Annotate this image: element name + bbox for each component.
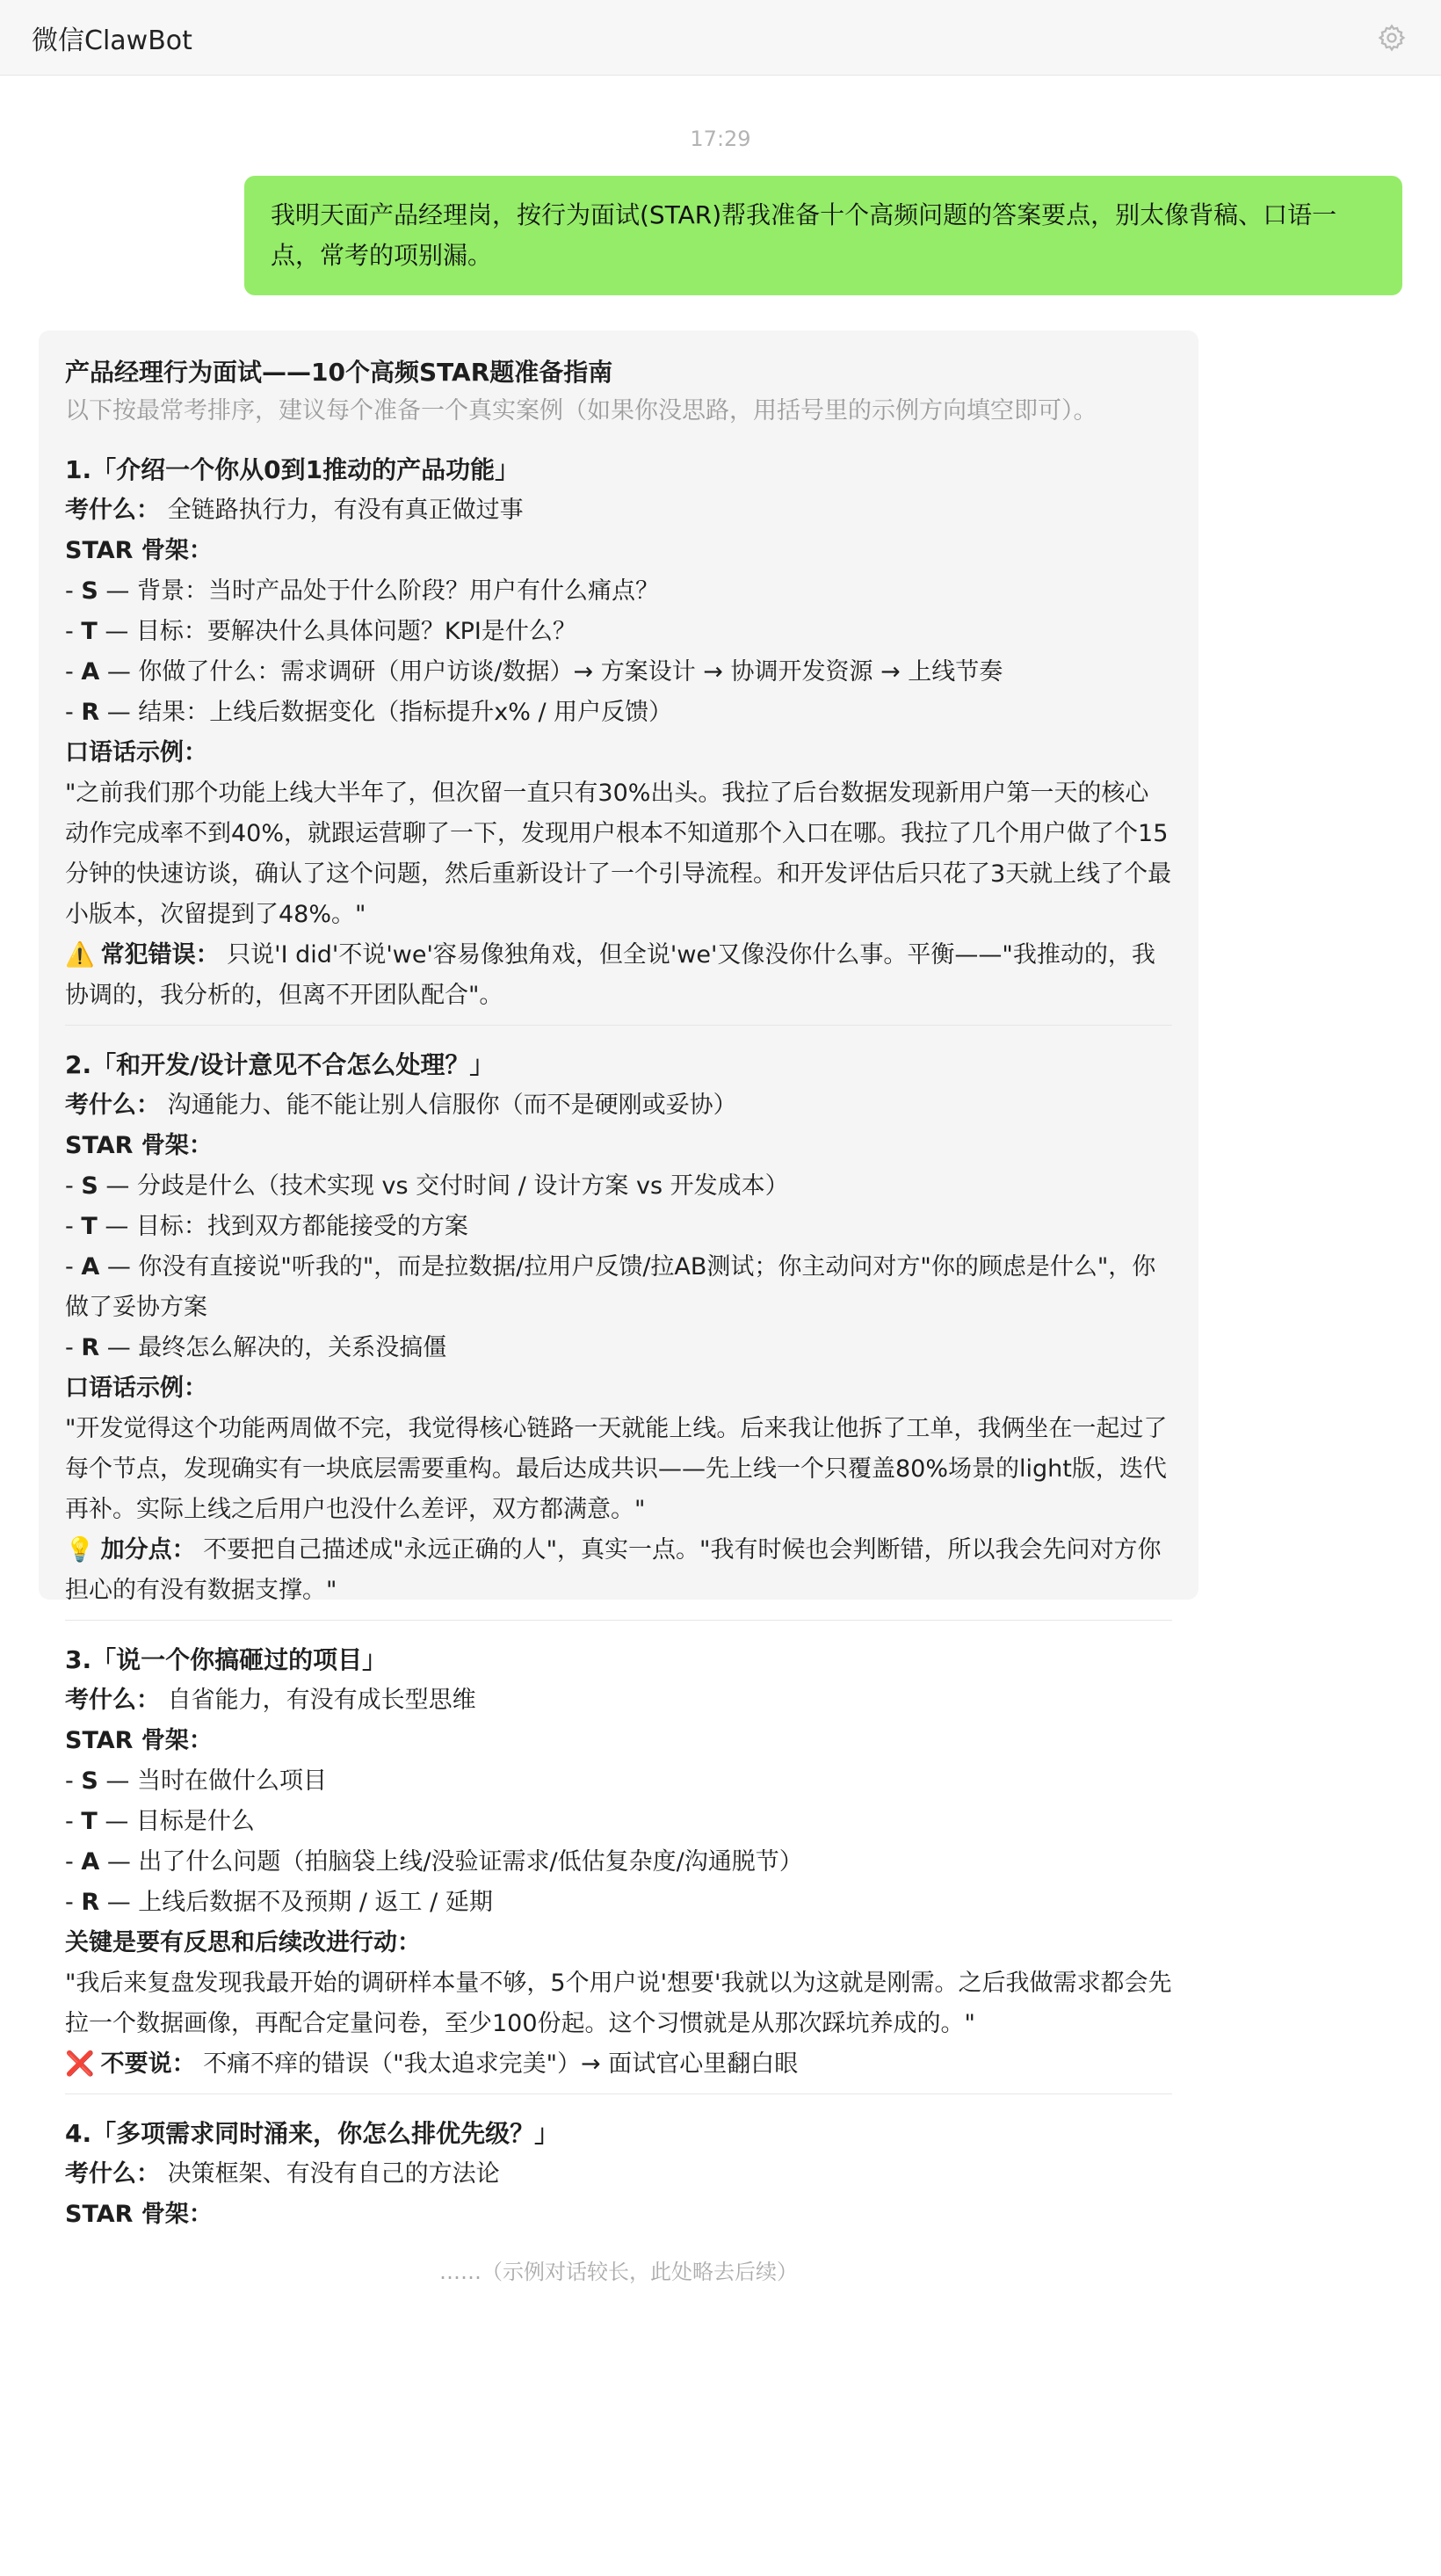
example-label: 口语话示例：	[65, 1375, 207, 1402]
question-section	[65, 1026, 1172, 1621]
bot-message-title: 产品经理行为面试——10个高频STAR题准备指南	[65, 358, 613, 387]
ask-label: 考什么：	[65, 2160, 160, 2188]
question-section	[65, 431, 1172, 1026]
example-text: "开发觉得这个功能两周做不完，我觉得核心链路一天就能上线。后来我让他拆了工单，我俩坐在一起过了每个节点，发现确实有一块底层需要重构。最后达成共识——先上线一个只覆盖80%场景的light版，迭代再补。实际上线之后用户也没什么差评，双方都满意。"	[65, 1415, 1168, 1523]
bot-message-bubble[interactable]	[39, 330, 1198, 2284]
star-bullet: - T — 目标：找到双方都能接受的方案	[65, 1213, 468, 1240]
star-bullet: - A — 你做了什么：需求调研（用户访谈/数据）→ 方案设计 → 协调开发资源 → 上线节奏	[65, 658, 1003, 686]
ask-label: 考什么：	[65, 1092, 160, 1119]
star-bullet: - T — 目标：要解决什么具体问题？KPI是什么？	[65, 618, 576, 645]
title-bar	[0, 0, 1441, 76]
ask-text: 全链路执行力，有没有真正做过事	[167, 497, 524, 524]
bot-message-subtitle: 以下按最常考排序，建议每个准备一个真实案例（如果你没思路，用括号里的示例方向填空即可）。	[65, 397, 1097, 424]
gear-icon	[1377, 23, 1407, 53]
star-bullet: - R — 上线后数据不及预期 / 返工 / 延期	[65, 1889, 493, 1916]
question-section	[65, 2094, 1172, 2244]
star-bullet: - A — 出了什么问题（拍脑袋上线/没验证需求/低估复杂度/沟通脱节）	[65, 1848, 803, 1876]
star-label: STAR 骨架：	[65, 1132, 213, 1159]
question-heading: 4.「多项需求同时涌来，你怎么排优先级？」	[65, 2119, 560, 2148]
star-label: STAR 骨架：	[65, 2201, 213, 2228]
app-title: 微信ClawBot	[32, 25, 192, 56]
ask-label: 考什么：	[65, 497, 160, 524]
example-label: 关键是要有反思和后续改进行动：	[65, 1929, 421, 1956]
question-heading: 3.「说一个你搞砸过的项目」	[65, 1645, 387, 1674]
note: 💡 加分点： 不要把自己描述成"永远正确的人"，真实一点。"我有时候也会判断错，所以我会先问对方你担心的有没有数据支撑。"	[65, 1530, 1172, 1611]
truncated-note: ……（示例对话较长，此处略去后续）	[439, 2260, 798, 2284]
user-message-row	[0, 176, 1441, 295]
message-timestamp: 17:29	[690, 127, 751, 151]
example-label: 口语话示例：	[65, 739, 207, 766]
ask-text: 决策框架、有没有自己的方法论	[167, 2160, 500, 2188]
ask-label: 考什么：	[65, 1687, 160, 1714]
example-text: "之前我们那个功能上线大半年了，但次留一直只有30%出头。我拉了后台数据发现新用户第一天的核心动作完成率不到40%，就跟运营聊了一下，发现用户根本不知道那个入口在哪。我拉了几个用户做了个15分钟的快速访谈，确认了这个问题，然后重新设计了一个引导流程。和开发评估后只花了3天就上线了个最小版本，次留提到了48%。"	[65, 780, 1172, 928]
question-heading: 1.「介绍一个你从0到1推动的产品功能」	[65, 455, 520, 484]
warning-icon: ⚠️	[65, 941, 95, 969]
lightbulb-icon: 💡	[65, 1536, 95, 1564]
ask-text: 沟通能力、能不能让别人信服你（而不是硬刚或妥协）	[167, 1092, 737, 1119]
question-heading: 2.「和开发/设计意见不合怎么处理？」	[65, 1050, 495, 1079]
star-bullet: - R — 最终怎么解决的，关系没搞僵	[65, 1334, 447, 1361]
star-label: STAR 骨架：	[65, 1727, 213, 1754]
star-bullet: - S — 当时在做什么项目	[65, 1767, 327, 1795]
star-bullet: - T — 目标是什么	[65, 1808, 255, 1835]
star-bullet: - R — 结果：上线后数据变化（指标提升x% / 用户反馈）	[65, 699, 673, 726]
star-bullet: - S — 背景：当时产品处于什么阶段？用户有什么痛点？	[65, 577, 659, 605]
user-message-bubble[interactable]: 我明天面产品经理岗，按行为面试(STAR)帮我准备十个高频问题的答案要点，别太像背稿、口语一点，常考的项别漏。	[244, 176, 1402, 295]
ask-text: 自省能力，有没有成长型思维	[167, 1687, 476, 1714]
settings-button[interactable]	[1374, 20, 1409, 55]
example-text: "我后来复盘发现我最开始的调研样本量不够，5个用户说'想要'我就以为这就是刚需。之后我做需求都会先拉一个数据画像，再配合定量问卷，至少100份起。这个习惯就是从那次踩坑养成的。"	[65, 1970, 1172, 2037]
star-label: STAR 骨架：	[65, 537, 213, 564]
note: ❌ 不要说： 不痛不痒的错误（"我太追求完美"）→ 面试官心里翻白眼	[65, 2044, 1172, 2085]
cross-icon: ❌	[65, 2050, 95, 2078]
star-bullet: - A — 你没有直接说"听我的"，而是拉数据/拉用户反馈/拉AB测试；你主动问对方"你的顾虑是什么"，你做了妥协方案	[65, 1253, 1156, 1321]
question-section	[65, 1621, 1172, 2094]
note: ⚠️ 常犯错误： 只说'I did'不说'we'容易像独角戏，但全说'we'又像没你什么事。平衡——"我推动的，我协调的，我分析的，但离不开团队配合"。	[65, 935, 1172, 1016]
star-bullet: - S — 分歧是什么（技术实现 vs 交付时间 / 设计方案 vs 开发成本）	[65, 1172, 789, 1200]
